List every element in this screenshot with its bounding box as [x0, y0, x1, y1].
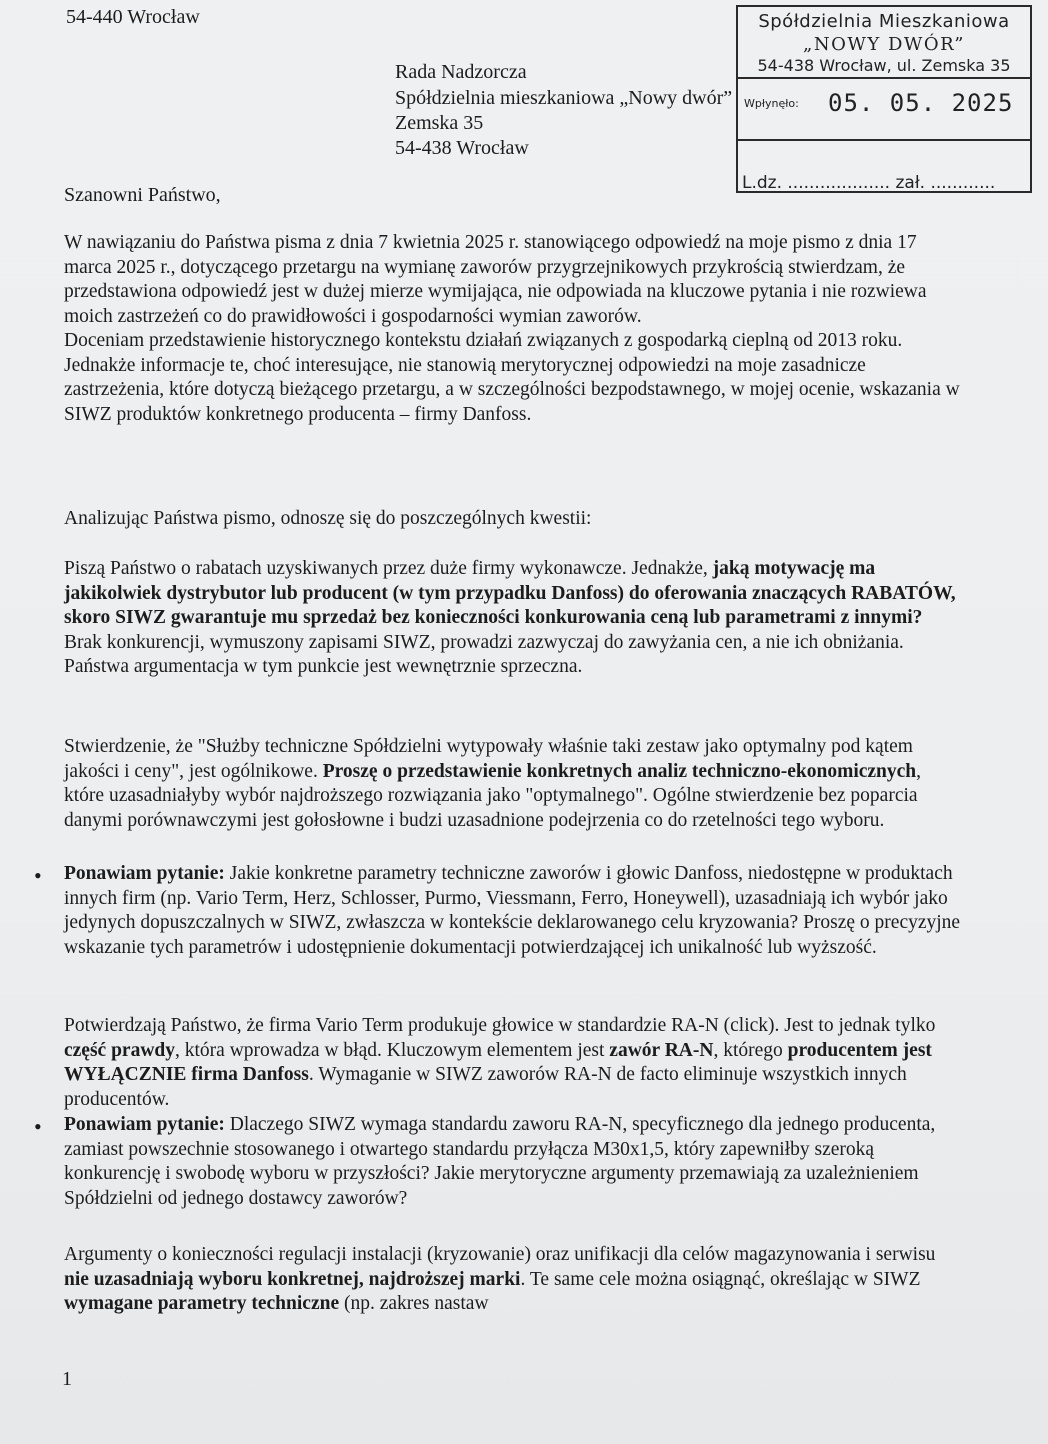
text-run: . Wymaganie w SIWZ zaworów RA-N de facto eliminuje wszystkich innych producentów.	[64, 1064, 907, 1110]
text-run: Potwierdzają Państwo, że firma Vario Term produkuje głowice w standardzie RA-N (click). Jest to jednak tylko	[64, 1015, 936, 1036]
text-run: , która wprowadza w błąd. Kluczowym elementem jest	[175, 1039, 610, 1061]
stamp-divider	[738, 77, 1030, 79]
stamp-divider	[738, 139, 1030, 141]
text-run: . Te same cele można osiągnąć, określając w SIWZ	[520, 1268, 921, 1290]
bold-run: producentem jest WYŁĄCZNIE firma Danfoss	[64, 1039, 932, 1085]
page-number: 1	[62, 1368, 72, 1390]
bullet-icon: •	[34, 1114, 42, 1139]
bold-run: Proszę o przedstawienie konkretnych analiz techniczno-ekonomicznych	[322, 760, 917, 782]
text-run: Brak konkurencji, wymuszony zapisami SIWZ, prowadzi zazwyczaj do zawyżania cen, a nie ich obniżania. Państwa argumentacja w tym punkcie jest wewnętrznie sprzeczna.	[64, 631, 904, 677]
bold-run: część prawdy	[64, 1039, 176, 1061]
text-run: Piszą Państwo o rabatach uzyskiwanych przez duże firmy wykonawcze. Jednakże,	[64, 558, 713, 579]
bold-run: wymagane parametry techniczne	[64, 1293, 340, 1314]
paragraph-text: W nawiązaniu do Państwa pisma z dnia 7 kwietnia 2025 r. stanowiącego odpowiedź na moje pismo z dnia 17 marca 2025 r., dotyczącego przetargu na wymianę zaworów przygrzejnikowych przykrością stwierdzam, że przedstawiona odpowiedź jest w dużej mierze wymijająca, nie odpowiada na kluczowe pytania i nie rozwiewa moich zastrzeżeń co do prawidłowości i gospodarności wymian zaworów.	[64, 232, 927, 327]
greeting: Szanowni Państwo,	[64, 184, 221, 206]
text-run: Stwierdzenie, że "Służby techniczne Spółdzielni wytypowały właśnie taki zestaw jako optymalny pod kątem jakości i ceny", jest ogólnikowe.	[64, 736, 913, 782]
paragraph-intro	[64, 231, 964, 427]
text-run: Jakie konkretne parametry techniczne zaworów i głowic Danfoss, niedostępne w produktach innych firm (np. Vario Term, Herz, Schlosser, Purmo, Viessmann, Ferro, Honeywell), uzasadniają ich wybór jako jedynych dopuszczalnych w SIWZ, zwłaszcza w kontekście deklarowanego celu kryzowania? Proszę o precyzyjne wskazanie tych parametrów i udostępnienie dokumentacji potwierdzającej ich unikalność lub wyższość.	[64, 863, 961, 958]
recipient-line-2: Spółdzielnia mieszkaniowa „Nowy dwór”	[395, 87, 733, 109]
stamp-name: Spółdzielnia Mieszkaniowa	[758, 11, 1010, 32]
bold-run: jaką motywację ma jakikolwiek dystrybutor lub producent (w tym przypadku Danfoss) do oferowania znaczących RABATÓW, skoro SIWZ gwarantuje mu sprzedaż bez konieczności konkurowania ceną lub parametrami z innymi?	[64, 558, 956, 628]
text-run: , którego	[713, 1039, 788, 1061]
bold-run: Ponawiam pytanie:	[64, 863, 225, 884]
text-run: , które uzasadniałyby wybór najdroższego rozwiązania jako "optymalnego". Ogólne stwierdzenie bez poparcia danymi porównawczymi jest gołosłowne i budzi uzasadnione podejrzenia co do rzetelności tego wyboru.	[64, 760, 922, 831]
recipient-line-4: 54-438 Wrocław	[395, 137, 529, 159]
text-run: Dlaczego SIWZ wymaga standardu zaworu RA-N, specyficznego dla jednego producenta, zamiast powszechnie stosowanego i otwartego standardu przyłącza M30x1,5, który zapewniłby szeroką konkurencję i swobodę wyboru w przyszłości? Jakie merytoryczne argumenty przemawiają za uzależnieniem Spółdzielni od jednego dostawcy zaworów?	[64, 1114, 936, 1209]
paragraph-text: Analizując Państwa pismo, odnoszę się do poszczególnych kwestii:	[64, 508, 592, 529]
recipient-line-1: Rada Nadzorcza	[395, 61, 527, 83]
text-run: (np. zakres nastaw	[339, 1293, 489, 1314]
text-run: Argumenty o konieczności regulacji instalacji (kryzowanie) oraz unifikacji dla celów magazynowania i serwisu	[64, 1244, 936, 1265]
bold-run: Ponawiam pytanie:	[64, 1114, 225, 1135]
paragraph-analysis	[64, 507, 964, 532]
bold-run: nie uzasadniają wyboru konkretnej, najdroższej marki	[64, 1268, 521, 1290]
paragraph-sluzby	[64, 735, 964, 833]
received-stamp	[736, 5, 1032, 193]
stamp-ldz: L.dz. ................... zał. ............	[742, 173, 996, 193]
paragraph-vario-term	[64, 1014, 964, 1112]
paragraph-text: Doceniam przedstawienie historycznego kontekstu działań związanych z gospodarką cieplną od 2013 roku. Jednakże informacje te, choć interesujące, nie stanowią merytorycznej odpowiedzi na moje zasadnicze zastrzeżenia, które dotyczą bieżącego przetargu, a w szczególności bezpodstawnego, w mojej ocenie, wskazania w SIWZ produktów konkretnego producenta – firmy Danfoss.	[64, 330, 960, 425]
bullet-item-1	[64, 862, 964, 960]
paragraph-argumenty	[64, 1243, 964, 1317]
stamp-received-date: 05. 05. 2025	[828, 89, 1014, 117]
bullet-item-2	[64, 1113, 964, 1211]
bold-run: zawór RA-N	[609, 1039, 714, 1061]
sender-city: 54-440 Wrocław	[66, 6, 200, 28]
paragraph-rabaty	[64, 557, 964, 680]
stamp-received-label: Wpłynęło:	[744, 97, 799, 110]
stamp-nowy-dwor: „NOWY DWÓR”	[803, 34, 965, 55]
recipient-line-3: Zemska 35	[395, 112, 484, 134]
stamp-address: 54-438 Wrocław, ul. Zemska 35	[757, 56, 1011, 75]
bullet-icon: •	[34, 863, 42, 888]
